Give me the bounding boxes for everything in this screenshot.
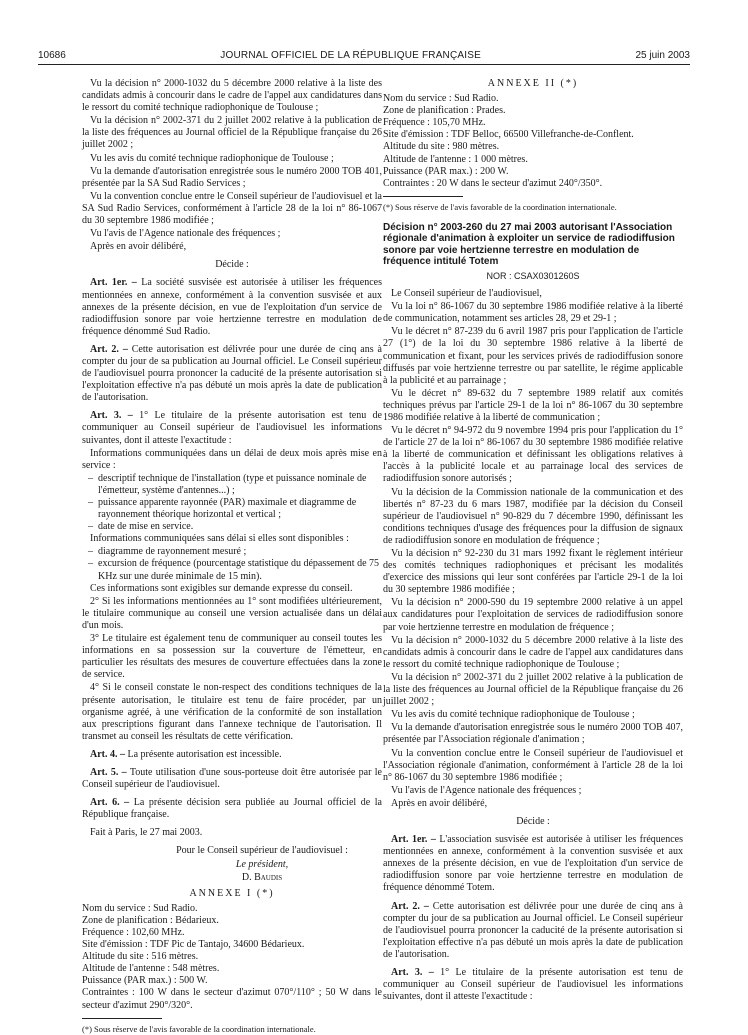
annex-field: Site d'émission : TDF Belloc, 66500 Villefranche-de-Conflent. [383, 129, 634, 141]
annex-field: Site d'émission : TDF Pic de Tantajo, 34600 Bédarieux. [82, 939, 305, 951]
annex-field: Contraintes : 100 W dans le secteur d'azimut 070°/110° ; 50 W dans le secteur d'azimut 290°/320°. [82, 987, 382, 1011]
signatory-title: Le président, [235, 858, 289, 870]
article-label: Art. 3. – [90, 410, 133, 422]
annex-field: Contraintes : 20 W dans le secteur d'azimut 240°/350°. [383, 177, 603, 189]
annex-field: Nom du service : Sud Radio. [82, 902, 198, 914]
article-label: Art. 1er. – [391, 834, 436, 846]
article-3 [383, 967, 683, 1003]
article-text: Cette autorisation est délivrée pour une durée de cinq ans à compter du jour de sa publication au Journal officiel. Le Conseil supérieur de l'audiovisuel pourra prononcer la caducité de la présente autorisation si l'exploitation effective n'a pas débuté un mois après la date de publication de l'autorisation. [383, 900, 683, 960]
annex-field: Nom du service : Sud Radio. [383, 93, 499, 105]
paragraph: Vu la décision n° 2002-371 du 2 juillet 2002 relative à la publication de la liste des fréquences au Journal officiel de la République française du 26 juillet 2002 ; [82, 115, 382, 151]
article-label: Art. 1er. – [90, 277, 137, 289]
paragraph: Vu la décision n° 2000-1032 du 5 décembre 2000 relative à la liste des candidats admis à concourir dans le cadre de l'appel aux candidatures dans le ressort du comité technique radiophonique de Toulouse ; [82, 78, 382, 114]
journal-title: JOURNAL OFFICIEL DE LA RÉPUBLIQUE FRANÇAISE [220, 50, 481, 61]
article-1 [82, 277, 382, 337]
article-text: L'association susvisée est autorisée à utiliser les fréquences mentionnées en annexe, conformément à la convention susvisée et aux annexes de la présente décision, en vue de l'exploitation d'un service de radiodiffusion sonore par voie hertzienne terrestre en modulation de fréquence dénommé Totem. [383, 834, 683, 894]
paragraph: Le Conseil supérieur de l'audiovisuel, [391, 288, 542, 300]
article-label: Art. 3. – [391, 967, 434, 978]
annex-field: Altitude du site : 980 mètres. [383, 141, 500, 153]
article-1 [383, 834, 683, 894]
signatory-intro: Pour le Conseil supérieur de l'audiovisuel : [176, 845, 348, 857]
issue-date: 25 juin 2003 [635, 50, 690, 61]
article-label: Art. 2. – [90, 343, 128, 355]
paragraph: Vu la décision n° 2000-1032 du 5 décembre 2000 relative à la liste des candidats admis à concourir dans le cadre de l'appel aux candidatures dans le ressort du comité technique radiophonique de Toulouse ; [383, 634, 683, 670]
paragraph: Vu les avis du comité technique radiophonique de Toulouse ; [391, 709, 635, 721]
paragraph: Après en avoir délibéré, [391, 797, 488, 809]
article-label: Art. 2. – [391, 900, 429, 912]
article-2 [82, 344, 382, 404]
paragraph: Vu l'avis de l'Agence nationale des fréquences ; [90, 228, 281, 240]
annex-field: Zone de planification : Bédarieux. [82, 914, 219, 926]
paragraph: Vu la décision de la Commission nationale de la communication et des libertés n° 87-23 du 6 mars 1987, modifiée par la décision du Conseil supérieur de l'audiovisuel n° 90-829 du 7 décembre 1990, définissant les conditions techniques d'usage des fréquences pour la diffusion de signaux de radiodiffusion sonore en modulation de fréquence ; [383, 486, 683, 546]
paragraph: 3° Le titulaire est également tenu de communiquer au conseil toutes les informations en sa possession sur la couverture de l'émetteur, en particulier les résultats des mesures de couverture effectuées dans la zone de service. [82, 633, 382, 681]
list-item: – puissance apparente rayonnée (PAR) maximale et diagramme de rayonnement théorique horizontal et vertical ; [82, 497, 382, 521]
paragraph: Vu le décret n° 94-972 du 9 novembre 1994 pris pour l'application du 1° de l'article 27 de la loi n° 86-1067 du 30 septembre 1986 modifiée relative à la liberté de communication et définissant les obligations relatives à l'accès à la publicité locale et au parrainage local des services de radiodiffusion sonore autorisés ; [383, 425, 683, 485]
annex-field: Fréquence : 102,60 MHz. [82, 927, 185, 938]
article-text: La présente décision sera publiée au Journal officiel de la République française. [82, 797, 382, 821]
signing-place-date: Fait à Paris, le 27 mai 2003. [90, 827, 203, 839]
paragraph: Vu les avis du comité technique radiophonique de Toulouse ; [90, 152, 334, 164]
article-6 [82, 797, 382, 821]
decide-heading: Décide : [516, 815, 550, 827]
list-item: – diagramme de rayonnement mesuré ; [82, 546, 382, 558]
article-4 [82, 749, 382, 761]
article-label: Art. 4. – [90, 748, 125, 760]
paragraph: Informations communiquées dans un délai de deux mois après mise en service : [82, 447, 382, 471]
article-3 [82, 410, 382, 446]
article-text: Toute utilisation d'une sous-porteuse doit être autorisée par le Conseil supérieur de l'audiovisuel. [82, 766, 382, 791]
paragraph: Vu la demande d'autorisation enregistrée sous le numéro 2000 TOB 407, présentée par l'Association régionale d'animation ; [383, 722, 683, 746]
page-number: 10686 [38, 50, 66, 61]
paragraph: Vu le décret n° 89-632 du 7 septembre 1989 relatif aux comités techniques prévus par l'article 29-1 de la loi n° 86-1067 du 30 septembre 1986 modifiée relative à la liberté de communication ; [383, 387, 683, 423]
paragraph: Vu l'avis de l'Agence nationale des fréquences ; [391, 784, 582, 796]
article-text: Cette autorisation est délivrée pour une durée de cinq ans à compter du jour de sa publication au Journal officiel. Le Conseil supérieur de l'audiovisuel pourra prononcer la caducité de la présente autorisation si l'exploitation effective n'a pas débuté un mois après la date de publication de l'autorisation. [82, 343, 382, 404]
page-header [38, 50, 690, 64]
paragraph: Vu la décision n° 2000-590 du 19 septembre 2000 relative à un appel aux candidatures pour l'exploitation de services de radiodiffusion sonore par voie hertzienne terrestre en modulation de fréquence ; [383, 597, 683, 633]
left-column [82, 78, 382, 1035]
paragraph: Ces informations sont exigibles sur demande expresse du conseil. [90, 582, 353, 594]
signatory-name: D. Baudis [241, 871, 283, 883]
paragraph: 2° Si les informations mentionnées au 1° sont modifiées ultérieurement, le titulaire communique au conseil une version actualisée dans un délai d'un mois. [82, 595, 382, 631]
footnote: (*) Sous réserve de l'avis favorable de la coordination internationale. [383, 201, 617, 212]
paragraph: Vu la décision n° 92-230 du 31 mars 1992 fixant le règlement intérieur des comités techniques radiophoniques et précisant les modalités d'exercice des missions qui leur sont conférées par l'article 29-1 de la loi du 30 septembre 1986 modifiée ; [383, 548, 683, 596]
annex-field: Altitude de l'antenne : 548 mètres. [82, 963, 220, 975]
annex-title: ANNEXE I (*) [189, 887, 275, 899]
header-rule [38, 64, 690, 65]
annex-field: Zone de planification : Prades. [383, 105, 506, 117]
paragraph: Vu la convention conclue entre le Conseil supérieur de l'audiovisuel et l'Association régionale d'animation, conformément à l'article 28 de la loi n° 86-1067 du 30 septembre 1986 modifiée ; [383, 747, 683, 783]
footnote-rule [383, 196, 463, 197]
article-2 [383, 901, 683, 961]
annex-field: Altitude de l'antenne : 1 000 mètres. [383, 153, 528, 165]
footnote: (*) Sous réserve de l'avis favorable de la coordination internationale. [82, 1023, 316, 1034]
annex-field: Fréquence : 105,70 MHz. [383, 117, 486, 129]
annex-field: Puissance (PAR max.) : 200 W. [383, 165, 509, 177]
list-item: – excursion de fréquence (pourcentage statistique du dépassement de 75 KHz sur une durée minimale de 15 min). [82, 558, 382, 582]
decide-heading: Décide : [215, 259, 249, 271]
annex-title: ANNEXE II (*) [487, 78, 579, 89]
article-label: Art. 5. – [90, 766, 127, 778]
paragraph: Après en avoir délibéré, [90, 241, 187, 253]
annex-field: Altitude du site : 516 mètres. [82, 951, 199, 963]
article-text: La société susvisée est autorisée à utiliser les fréquences mentionnées en annexe, conformément à la convention susvisée et aux annexes de la présente décision, en vue de l'exploitation d'un service de radiodiffusion sonore par voie hertzienne terrestre en modulation de fréquence dénommé Sud Radio. [82, 277, 383, 337]
list-item: – descriptif technique de l'installation (type et puissance nominale de l'émetteur, système d'antennes...) ; [82, 473, 382, 497]
paragraph: Informations communiquées sans délai si elles sont disponibles : [90, 533, 349, 545]
paragraph: 4° Si le conseil constate le non-respect des conditions techniques de la présente autorisation, le titulaire est tenu de faire procéder, par un organisme agréé, à une vérification de la conformité de son installation aux prescriptions figurant dans l'annexe technique de l'autorisation. Il transmet au conseil les résultats de cette vérification. [82, 682, 382, 742]
paragraph: Vu le décret n° 87-239 du 6 avril 1987 pris pour l'application de l'article 27 (1°) de la loi du 30 septembre 1986 relative à la liberté de communication et fixant, pour les services privés de radiodiffusion sonore diffusés par voie hertzienne terrestre ou par satellite, le régime applicable à la publicité et au parrainage ; [383, 326, 683, 386]
list-item: – date de mise en service. [82, 521, 382, 533]
paragraph: Vu la loi n° 86-1067 du 30 septembre 1986 modifiée relative à la liberté de communication, notamment ses articles 28, 29 et 29-1 ; [383, 301, 683, 325]
footnote-rule [82, 1018, 162, 1019]
decision-title: Décision n° 2003-260 du 27 mai 2003 autorisant l'Association régionale d'animation à exploiter un service de radiodiffusion sonore par voie hertzienne terrestre en modulation de fréquence intitulé Totem [383, 221, 675, 268]
article-text: La présente autorisation est incessible. [125, 748, 282, 760]
article-label: Art. 6. – [90, 797, 130, 809]
article-5 [82, 767, 382, 791]
paragraph: Vu la convention conclue entre le Conseil supérieur de l'audiovisuel et la SA Sud Radio Services, conformément à l'article 28 de la loi n° 86-1067 du 30 septembre 1986 modifiée ; [82, 190, 382, 227]
paragraph: Vu la demande d'autorisation enregistrée sous le numéro 2000 TOB 401, présentée par la SA Sud Radio Services ; [82, 165, 382, 189]
right-column [383, 78, 683, 1004]
nor-reference: NOR : CSAX0301260S [486, 270, 580, 281]
paragraph: Vu la décision n° 2002-371 du 2 juillet 2002 relative à la publication de la liste des fréquences au Journal officiel de la République française du 26 juillet 2002 ; [383, 671, 683, 708]
article-text: 1° Le titulaire de la présente autorisation est tenu de communiquer au Conseil supérieur de l'audiovisuel les informations suivantes, dont il atteste l'exactitude : [383, 967, 683, 1003]
annex-field: Puissance (PAR max.) : 500 W. [82, 975, 208, 987]
article-text: 1° Le titulaire de la présente autorisation est tenu de communiquer au Conseil supérieur de l'audiovisuel les informations suivantes, dont il atteste l'exactitude : [82, 410, 382, 446]
